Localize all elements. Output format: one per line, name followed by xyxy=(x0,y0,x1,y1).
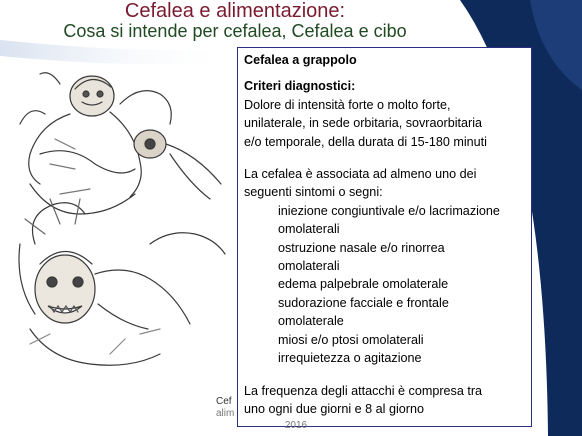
slide-subtitle: Cosa si intende per cefalea, Cefalea e cibo xyxy=(63,21,407,41)
symptom-item: edema palpebrale omolaterale xyxy=(278,277,449,292)
content-box xyxy=(237,47,532,427)
symptom-item: irrequietezza o agitazione xyxy=(278,351,422,366)
symptom-item: omolaterali xyxy=(278,259,340,274)
symptom-item: iniezione congiuntivale e/o lacrimazione xyxy=(278,203,500,218)
slide-footer xyxy=(216,396,376,432)
frequency-line: La frequenza degli attacchi è compresa tra xyxy=(244,383,483,398)
criteria-title: Criteri diagnostici: xyxy=(244,79,356,94)
slide-title: Cefalea e alimentazione: xyxy=(124,0,346,22)
headache-sketch-illustration xyxy=(0,44,240,404)
frequency-line: uno ogni due giorni e 8 al giorno xyxy=(244,401,424,416)
symptom-item: ostruzione nasale e/o rinorrea xyxy=(278,240,445,255)
criteria-line: e/o temporale, della durata di 15-180 minuti xyxy=(244,134,487,149)
footer-line: alim xyxy=(216,408,235,419)
associated-line: La cefalea è associata ad almeno uno dei xyxy=(244,167,477,182)
footer-line: Cef xyxy=(216,396,232,407)
symptom-item: sudorazione facciale e frontale xyxy=(278,295,449,310)
box-heading: Cefalea a grappolo xyxy=(244,53,357,67)
symptom-item: omolaterale xyxy=(278,314,344,329)
symptom-item: omolaterali xyxy=(278,222,340,237)
criteria-line: Dolore di intensità forte o molto forte, xyxy=(244,97,451,112)
associated-line: seguenti sintomi o segni: xyxy=(244,185,383,200)
symptom-item: miosi e/o ptosi omolaterali xyxy=(278,332,424,347)
criteria-line: unilaterale, in sede orbitaria, sovraorbitaria xyxy=(244,116,483,131)
footer-line: 2016 xyxy=(284,420,308,431)
